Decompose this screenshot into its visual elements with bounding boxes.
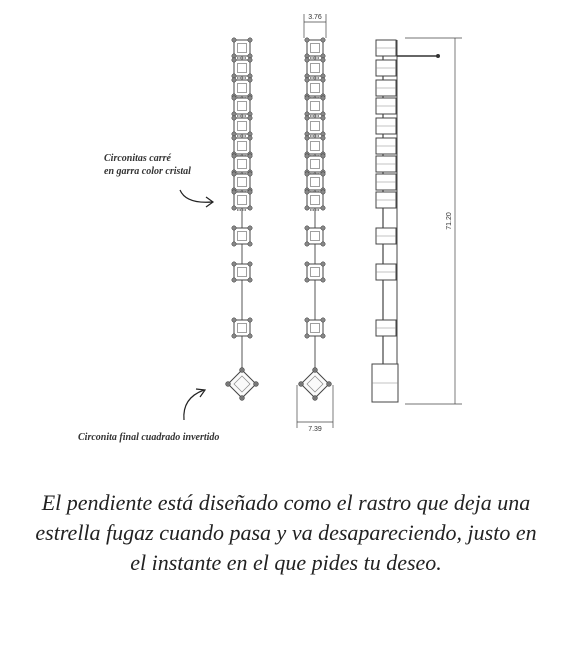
total-length-dimension — [405, 38, 462, 404]
earring-post-tip — [436, 54, 440, 58]
side-stone — [376, 60, 396, 76]
front-stone — [232, 136, 252, 156]
caption-text: El pendiente está diseñado como el rastro que deja una estrella fugaz cuando pasa y va desapareciendo, justo en el instante en el que pides tu deseo. — [35, 490, 537, 575]
side-stone — [376, 320, 396, 336]
total-length-label: 71.20 — [446, 212, 453, 230]
back-stone — [305, 58, 325, 78]
back-final-stone — [299, 368, 332, 401]
side-stone — [376, 138, 396, 154]
side-stone — [376, 80, 396, 96]
back-stone — [305, 38, 325, 58]
back-stone — [305, 136, 325, 156]
front-stone — [232, 190, 252, 210]
back-stone — [305, 96, 325, 116]
side-stone — [376, 264, 396, 280]
front-stone — [232, 96, 252, 116]
note-top-line1: Circonitas carré — [104, 153, 171, 164]
front-stone — [232, 318, 252, 338]
side-stone — [376, 192, 396, 208]
side-stone — [376, 174, 396, 190]
back-stone — [305, 172, 325, 192]
front-stone — [232, 262, 252, 282]
front-stone — [232, 172, 252, 192]
side-stone — [376, 98, 396, 114]
back-stone — [305, 262, 325, 282]
earring-front-view — [226, 38, 259, 401]
top-width-label: 3.76 — [308, 14, 322, 21]
arrow-to-stones — [180, 190, 213, 207]
back-stone — [305, 116, 325, 136]
front-stone — [232, 78, 252, 98]
back-stone — [305, 190, 325, 210]
arrow-to-final-stone — [184, 389, 205, 420]
front-final-stone — [226, 368, 259, 401]
side-stone — [376, 118, 396, 134]
note-square-zirconia — [104, 152, 191, 178]
front-stone — [232, 38, 252, 58]
side-stone — [376, 156, 396, 172]
side-stone — [376, 228, 396, 244]
note-final-zirconia: Circonita final cuadrado invertido — [78, 432, 220, 443]
front-stone — [232, 226, 252, 246]
earring-back-view — [299, 38, 332, 401]
back-stone — [305, 318, 325, 338]
back-stone — [305, 226, 325, 246]
bottom-width-label: 7.39 — [308, 426, 322, 433]
front-stone — [232, 116, 252, 136]
earring-side-view — [372, 40, 440, 402]
front-stone — [232, 58, 252, 78]
side-stone — [376, 40, 396, 56]
front-stone — [232, 154, 252, 174]
note-top-line2: en garra color cristal — [104, 166, 191, 177]
back-stone — [305, 78, 325, 98]
back-stone — [305, 154, 325, 174]
